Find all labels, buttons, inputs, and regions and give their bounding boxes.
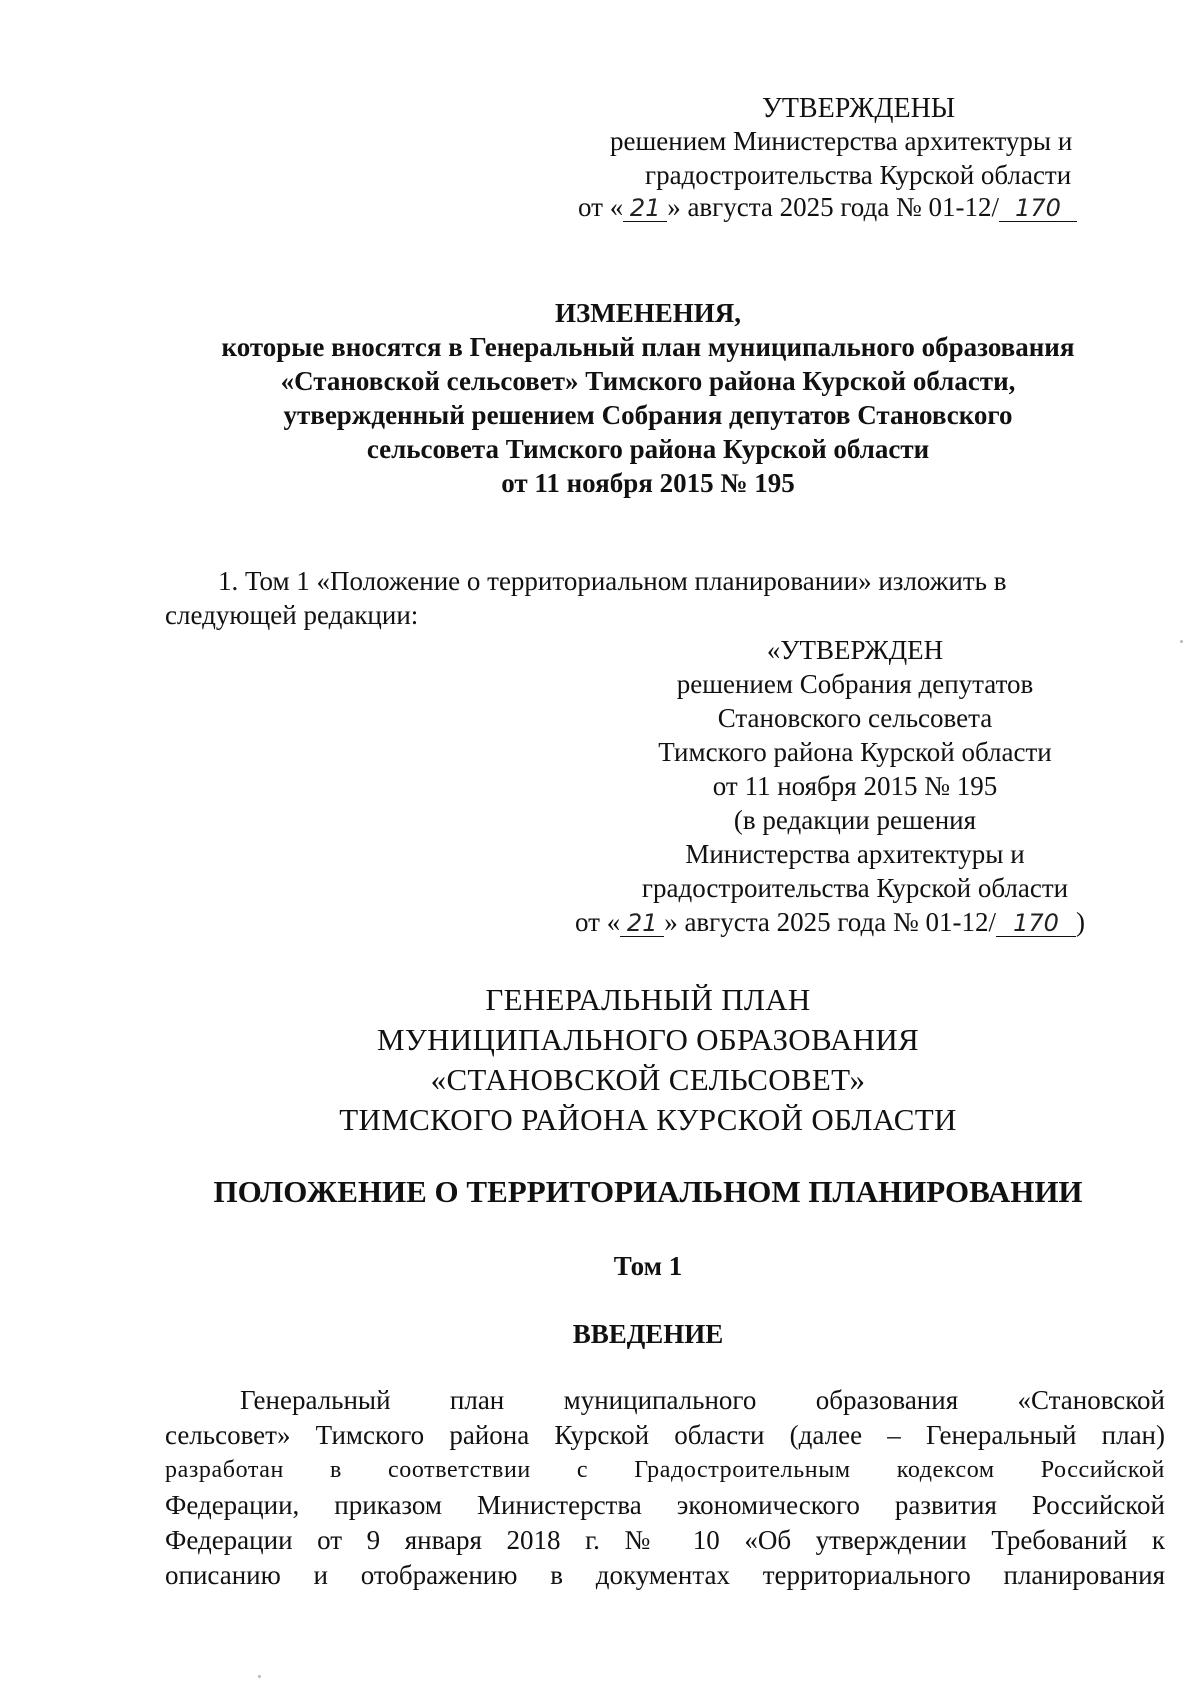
- intro-paragraph: [165, 1383, 1165, 1593]
- changes-line-1: которые вносятся в Генеральный план муниципального образования: [221, 332, 1075, 362]
- inner-approval-handwritten-number: 170: [996, 910, 1076, 937]
- inner-approval-line-3: Тимского района Курской области: [658, 737, 1052, 767]
- changes-line-5: от 11 ноября 2015 № 195: [501, 468, 795, 498]
- plan-title-line-3: «СТАНОВСКОЙ СЕЛЬСОВЕТ»: [430, 1062, 866, 1097]
- inner-approval-date-prefix: от «: [575, 907, 621, 937]
- inner-approval-line-6: Министерства архитектуры и: [685, 839, 1025, 869]
- approval-handwritten-number: 170: [999, 195, 1077, 222]
- inner-approval-date-line: [575, 905, 1085, 939]
- inner-approval-line-7: градостроительства Курской области: [641, 873, 1069, 903]
- approval-date-middle: » августа 2025 года № 01-12/: [667, 192, 999, 222]
- inner-approval-date-middle: » августа 2025 года № 01-12/: [664, 907, 996, 937]
- inner-approval-date-suffix: ): [1075, 907, 1085, 937]
- inner-approval-block: [575, 633, 1135, 905]
- changes-line-2: «Становской сельсовет» Тимского района Курской области,: [280, 366, 1016, 396]
- clause-1-line-1: 1. Том 1 «Положение о территориальном планировании» изложить в: [218, 566, 1007, 596]
- inner-approval-title: «УТВЕРЖДЕН: [766, 635, 944, 665]
- approval-handwritten-day: 21: [623, 195, 667, 222]
- approval-line-2: градостроительства Курской области: [645, 160, 1072, 190]
- inner-approval-handwritten-day: 21: [620, 910, 664, 937]
- changes-line-4: сельсовета Тимского района Курской области: [366, 434, 930, 464]
- inner-approval-line-5: (в редакции решения: [733, 805, 977, 835]
- plan-title-line-1: ГЕНЕРАЛЬНЫЙ ПЛАН: [485, 982, 811, 1017]
- intro-line-2: сельсовет» Тимского района Курской области (далее – Генеральный план): [165, 1420, 1165, 1450]
- plan-title-line-2: МУНИЦИПАЛЬНОГО ОБРАЗОВАНИЯ: [376, 1022, 920, 1057]
- intro-line-6: описанию и отображению в документах территориального планирования: [165, 1560, 1165, 1590]
- scan-speck: [1180, 640, 1183, 643]
- intro-line-3: разработан в соответствии с Градостроительным кодексом Российской: [165, 1457, 1165, 1483]
- plan-title-line-4: ТИМСКОГО РАЙОНА КУРСКОЙ ОБЛАСТИ: [339, 1102, 957, 1137]
- intro-line-5: Федерации от 9 января 2018 г. № 10 «Об утверждении Требований к: [165, 1525, 1165, 1555]
- approval-title: УТВЕРЖДЕНЫ: [762, 93, 956, 124]
- intro-line-4: Федерации, приказом Министерства экономического развития Российской: [165, 1490, 1165, 1520]
- volume-label: Том 1: [613, 1251, 683, 1281]
- inner-approval-line-4: от 11 ноября 2015 № 195: [712, 771, 998, 801]
- changes-line-3: утвержденный решением Собрания депутатов Становского: [283, 400, 1013, 430]
- intro-heading: ВВЕДЕНИЕ: [572, 1319, 724, 1349]
- scan-speck: [258, 1675, 261, 1678]
- section-title: ПОЛОЖЕНИЕ О ТЕРРИТОРИАЛЬНОМ ПЛАНИРОВАНИИ: [213, 1174, 1083, 1209]
- approval-date-line: [578, 190, 1077, 224]
- inner-approval-line-1: решением Собрания депутатов: [676, 669, 1034, 699]
- inner-approval-line-2: Становского сельсовета: [717, 703, 993, 733]
- changes-title: ИЗМЕНЕНИЯ,: [554, 298, 741, 328]
- approval-line-1: решением Министерства архитектуры и: [610, 126, 1073, 156]
- intro-line-1: Генеральный план муниципального образования «Становской: [240, 1385, 1165, 1415]
- approval-date-prefix: от «: [578, 192, 624, 222]
- clause-1-line-2: следующей редакции:: [165, 600, 419, 630]
